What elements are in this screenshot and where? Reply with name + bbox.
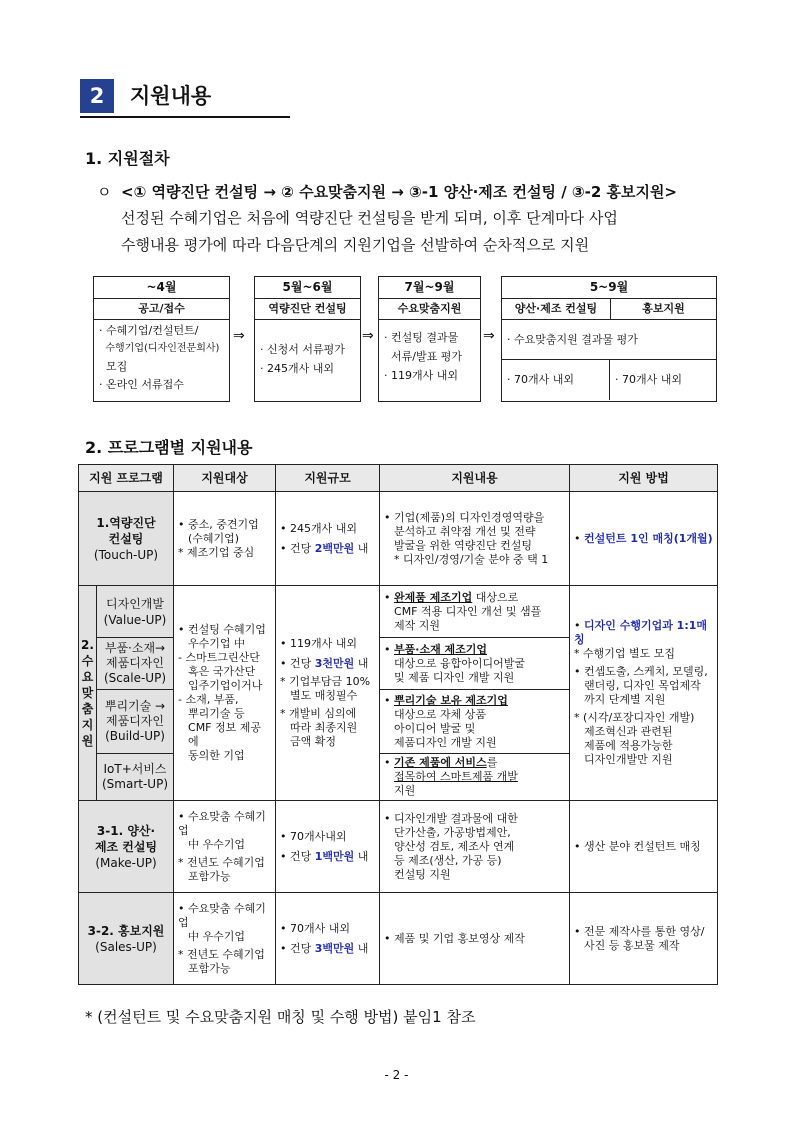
target-cell: • 수요맞춤 수혜기업 中 우수기업 * 전년도 수혜기업 포함가능 xyxy=(174,893,276,985)
subprogram-cell: 부품·소재→ 제품디자인 (Scale-UP) xyxy=(97,638,174,690)
program-table xyxy=(78,464,718,985)
table-header-row xyxy=(79,465,718,492)
flow-step: 공고/접수 xyxy=(94,299,229,320)
content-cell: • 뿌리기술 보유 제조기업 대상으로 자체 상품 아이디어 발굴 및 제품디자인 개발 지원 xyxy=(380,690,570,754)
procedure-summary: <① 역량진단 컨설팅 → ② 수요맞춤지원 → ③-1 양산·제조 컨설팅 / ③-2 홍보지원> xyxy=(121,183,678,201)
subprogram-cell: IoT+서비스 (Smart-UP) xyxy=(97,754,174,801)
section-heading: 지원내용 xyxy=(130,84,212,108)
flow-period: 5월~6월 xyxy=(255,277,360,299)
flow-box-custom-support xyxy=(378,276,481,402)
flow-period: 5~9월 xyxy=(502,277,716,299)
column-header: 지원 방법 xyxy=(570,465,718,492)
flow-item: 서류/발표 평가 xyxy=(384,350,462,363)
scale-cell: • 119개사 내외 • 건당 3천만원 내 * 기업부담금 10% 별도 매칭필수 * 개발비 심의에 따라 최종지원 금액 확정 xyxy=(276,586,380,801)
flow-step: 역량진단 컨설팅 xyxy=(255,299,360,320)
content-cell: • 기존 제품에 서비스를 접목하여 스마트제품 개발 지원 xyxy=(380,754,570,801)
flow-item: · 수요맞춤지원 결과물 평가 xyxy=(502,320,716,360)
procedure-paragraph-line2: 수행내용 평가에 따라 다음단계의 지원기업을 선발하여 순차적으로 지원 xyxy=(121,236,590,254)
column-header: 지원 프로그램 xyxy=(79,465,174,492)
subsection-title-programs: 2. 프로그램별 지원내용 xyxy=(85,438,253,457)
method-cell: • 디자인 수행기업과 1:1매칭 * 수행기업 별도 모집 • 컨셉도출, 스케치, 모델링, 랜더링, 디자인 목업제작 까지 단계별 지원 * (시각/포장디자인 개발) 제조혁신과 관련된 제품에 적용가능한 디자인개발만 지원 xyxy=(570,586,718,801)
target-cell: • 수요맞춤 수혜기업 中 우수기업 * 전년도 수혜기업 포함가능 xyxy=(174,801,276,893)
target-cell: • 컨설팅 수혜기업 우수기업 中 - 스마트그린산단 혹은 국가산단 입주기업이거나 - 소재, 부품, 뿌리기술 등 CMF 정보 제공에 동의한 기업 xyxy=(174,586,276,801)
flow-item: 모집 xyxy=(99,360,128,373)
section-number-badge: 2 xyxy=(80,79,114,113)
program-cell: 1.역량진단 컨설팅 (Touch-UP) xyxy=(79,492,174,586)
flow-period: ~4월 xyxy=(94,277,229,299)
subprogram-cell: 디자인개발 (Value-UP) xyxy=(97,586,174,638)
content-cell: • 제품 및 기업 홍보영상 제작 xyxy=(380,893,570,985)
scale-cell: • 70개사 내외 • 건당 3백만원 내 xyxy=(276,893,380,985)
flow-box-production-promotion xyxy=(501,276,717,402)
group-label-cell: 2. 수 요 맞 춤 지 원 xyxy=(79,586,97,801)
flow-item: 수행기업(디자인전문회사) xyxy=(99,343,220,354)
scale-cell: • 70개사내외 • 건당 1백만원 내 xyxy=(276,801,380,893)
flow-arrow: ⇒ xyxy=(483,328,495,344)
table-row xyxy=(79,492,718,586)
column-header: 지원내용 xyxy=(380,465,570,492)
content-cell: • 부품·소재 제조기업 대상으로 융합아이디어발굴 및 제품 디자인 개발 지원 xyxy=(380,638,570,690)
content-cell: • 완제품 제조기업 대상으로 CMF 적용 디자인 개선 및 샘플 제작 지원 xyxy=(380,586,570,638)
flow-item: · 컨설팅 결과물 xyxy=(384,331,459,344)
flow-box-diagnosis xyxy=(254,276,361,402)
flow-step: 홍보지원 xyxy=(642,302,685,315)
program-cell: 3-2. 홍보지원 (Sales-UP) xyxy=(79,893,174,985)
method-cell: • 컨설턴트 1인 매칭(1개월) xyxy=(570,492,718,586)
program-cell: 3-1. 양산· 제조 컨설팅 (Make-UP) xyxy=(79,801,174,893)
content-cell: • 디자인개발 결과물에 대한 단가산출, 가공방법제안, 양산성 검토, 제조사 연계 등 제조(생산, 가공 등) 컨설팅 지원 xyxy=(380,801,570,893)
flow-box-application xyxy=(93,276,230,402)
flow-arrow: ⇒ xyxy=(233,328,245,344)
method-cell: • 전문 제작사를 통한 영상/ 사진 등 홍보물 제작 xyxy=(570,893,718,985)
footnote: * (컨설턴트 및 수요맞춤지원 매칭 및 수행 방법) 붙임1 참조 xyxy=(85,1008,476,1026)
subsection-title-procedure: 1. 지원절차 xyxy=(85,149,170,168)
column-header: 지원대상 xyxy=(174,465,276,492)
content-cell: • 기업(제품)의 디자인경영역량을 분석하고 취약점 개선 및 전략 발굴을 위한 역량진단 컨설팅 * 디자인/경영/기술 분야 중 택 1 xyxy=(380,492,570,586)
column-header: 지원규모 xyxy=(276,465,380,492)
table-row xyxy=(79,801,718,893)
flow-arrow: ⇒ xyxy=(362,328,374,344)
flow-item: · 신청서 서류평가 xyxy=(260,343,345,356)
page-number: - 2 - xyxy=(384,1068,409,1082)
method-cell: • 생산 분야 컨설턴트 매칭 xyxy=(570,801,718,893)
scale-cell: • 245개사 내외 • 건당 2백만원 내 xyxy=(276,492,380,586)
subprogram-cell: 뿌리기술 → 제품디자인 (Build-UP) xyxy=(97,690,174,754)
heading-underline xyxy=(80,116,290,118)
flow-step: 양산·제조 컨설팅 xyxy=(502,299,611,319)
flow-item: · 수혜기업/컨설턴트/ xyxy=(99,324,199,337)
target-cell: • 중소, 중견기업 (수혜기업) * 제조기업 중심 xyxy=(174,492,276,586)
flow-item: · 70개사 내외 xyxy=(615,373,682,386)
table-row xyxy=(79,586,718,638)
flow-item: · 70개사 내외 xyxy=(502,360,610,400)
bullet-mark: ㅇ xyxy=(97,183,112,201)
procedure-paragraph-line1: 선정된 수혜기업은 처음에 역량진단 컨설팅을 받게 되며, 이후 단계마다 사업 xyxy=(121,209,618,227)
flow-period: 7월~9월 xyxy=(379,277,480,299)
flow-item: · 245개사 내외 xyxy=(260,362,334,375)
flow-item: · 온라인 서류접수 xyxy=(99,378,184,391)
flow-item: · 119개사 내외 xyxy=(384,369,458,382)
table-row xyxy=(79,893,718,985)
flow-step: 수요맞춤지원 xyxy=(379,299,480,320)
